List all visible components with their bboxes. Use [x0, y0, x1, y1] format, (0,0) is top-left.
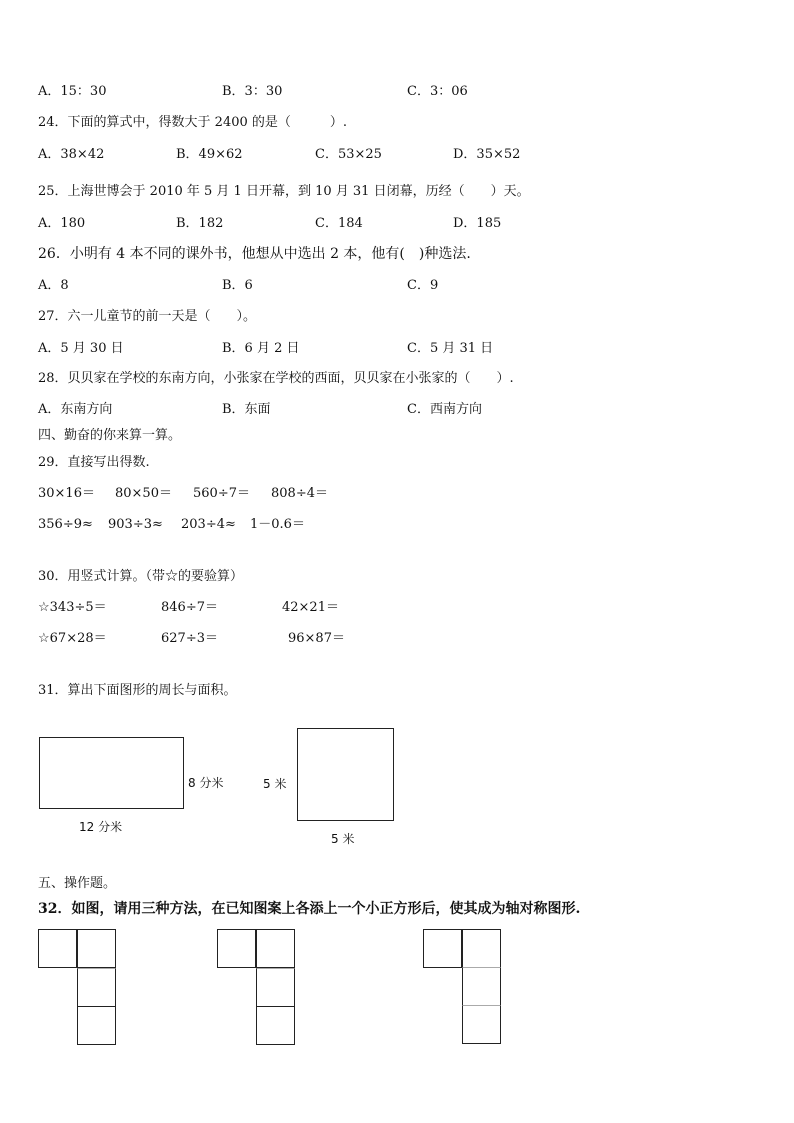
- q30-item: 846÷7＝: [161, 600, 218, 615]
- q27-option-b: B．6 月 2 日: [222, 341, 300, 356]
- q24-option-d: D．35×52: [453, 147, 521, 162]
- pattern-cell: [38, 929, 77, 968]
- square-bottom-label: 5 米: [331, 832, 355, 846]
- q29-item: 808÷4＝: [271, 486, 328, 501]
- q24-stem: 24．下面的算式中，得数大于 2400 的是（ ）.: [38, 115, 348, 130]
- q24-option-a: A．38×42: [38, 147, 105, 162]
- q32-stem: 32．如图，请用三种方法，在已知图案上各添上一个小正方形后，使其成为轴对称图形.: [38, 901, 581, 917]
- q27-option-a: A．5 月 30 日: [38, 341, 124, 356]
- pattern-cell: [217, 929, 256, 968]
- rectangle-width-label: 12 分米: [79, 820, 123, 834]
- q27-stem: 27．六一儿童节的前一天是（ ）。: [38, 309, 257, 324]
- q28-option-c: C．西南方向: [407, 402, 482, 417]
- q29-item: 903÷3≈: [108, 517, 163, 532]
- q26-option-a: A．8: [38, 278, 69, 293]
- q25-option-c: C．184: [315, 216, 363, 231]
- q29-item: 560÷7＝: [193, 486, 250, 501]
- q23-option-a: A．15：30: [38, 84, 107, 99]
- q27-option-c: C．5 月 31 日: [407, 341, 494, 356]
- pattern-cell: [423, 929, 462, 968]
- section-5-title: 五、操作题。: [38, 876, 117, 891]
- pattern-cell: [77, 1006, 116, 1045]
- pattern-cell: [256, 1006, 295, 1045]
- pattern-cell: [462, 929, 501, 968]
- q30-item: 627÷3＝: [161, 631, 218, 646]
- q25-option-d: D．185: [453, 216, 502, 231]
- square-figure: [297, 728, 394, 821]
- pattern-cell: [256, 929, 295, 968]
- q28-option-b: B．东面: [222, 402, 271, 417]
- q25-option-a: A．180: [38, 216, 86, 231]
- rectangle-figure: [39, 737, 184, 809]
- q29-item: 30×16＝: [38, 486, 95, 501]
- q24-option-c: C．53×25: [315, 147, 382, 162]
- q26-option-b: B．6: [222, 278, 253, 293]
- q30-item: ☆67×28＝: [38, 631, 107, 646]
- q30-item: 42×21＝: [282, 600, 339, 615]
- square-side-label: 5 米: [263, 777, 287, 791]
- q25-option-b: B．182: [176, 216, 224, 231]
- q30-item: 96×87＝: [288, 631, 345, 646]
- pattern-cell: [77, 968, 116, 1007]
- pattern-cell: [462, 967, 501, 1006]
- q23-option-c: C．3：06: [407, 84, 468, 99]
- pattern-cell: [256, 968, 295, 1007]
- rectangle-height-label: 8 分米: [188, 776, 224, 790]
- pattern-cell: [77, 929, 116, 968]
- q28-stem: 28．贝贝家在学校的东南方向，小张家在学校的西面，贝贝家在小张家的（ ）.: [38, 371, 514, 386]
- q29-item: 80×50＝: [115, 486, 172, 501]
- q23-option-b: B．3：30: [222, 84, 283, 99]
- q29-item: 356÷9≈: [38, 517, 93, 532]
- q29-item: 203÷4≈: [181, 517, 236, 532]
- q26-option-c: C．9: [407, 278, 439, 293]
- q25-stem: 25．上海世博会于 2010 年 5 月 1 日开幕，到 10 月 31 日闭幕，历经（ ）天。: [38, 184, 530, 199]
- q29-item: 1－0.6＝: [250, 517, 305, 532]
- q26-stem: 26．小明有 4 本不同的课外书，他想从中选出 2 本，他有( )种选法.: [38, 246, 471, 262]
- q30-stem: 30．用竖式计算。（带☆的要验算）: [38, 569, 244, 584]
- q28-option-a: A．东南方向: [38, 402, 113, 417]
- q24-option-b: B．49×62: [176, 147, 243, 162]
- q29-stem: 29．直接写出得数.: [38, 455, 150, 470]
- section-4-title: 四、勤奋的你来算一算。: [38, 428, 182, 443]
- q30-item: ☆343÷5＝: [38, 600, 107, 615]
- pattern-cell: [462, 1005, 501, 1044]
- q31-stem: 31．算出下面图形的周长与面积。: [38, 683, 237, 698]
